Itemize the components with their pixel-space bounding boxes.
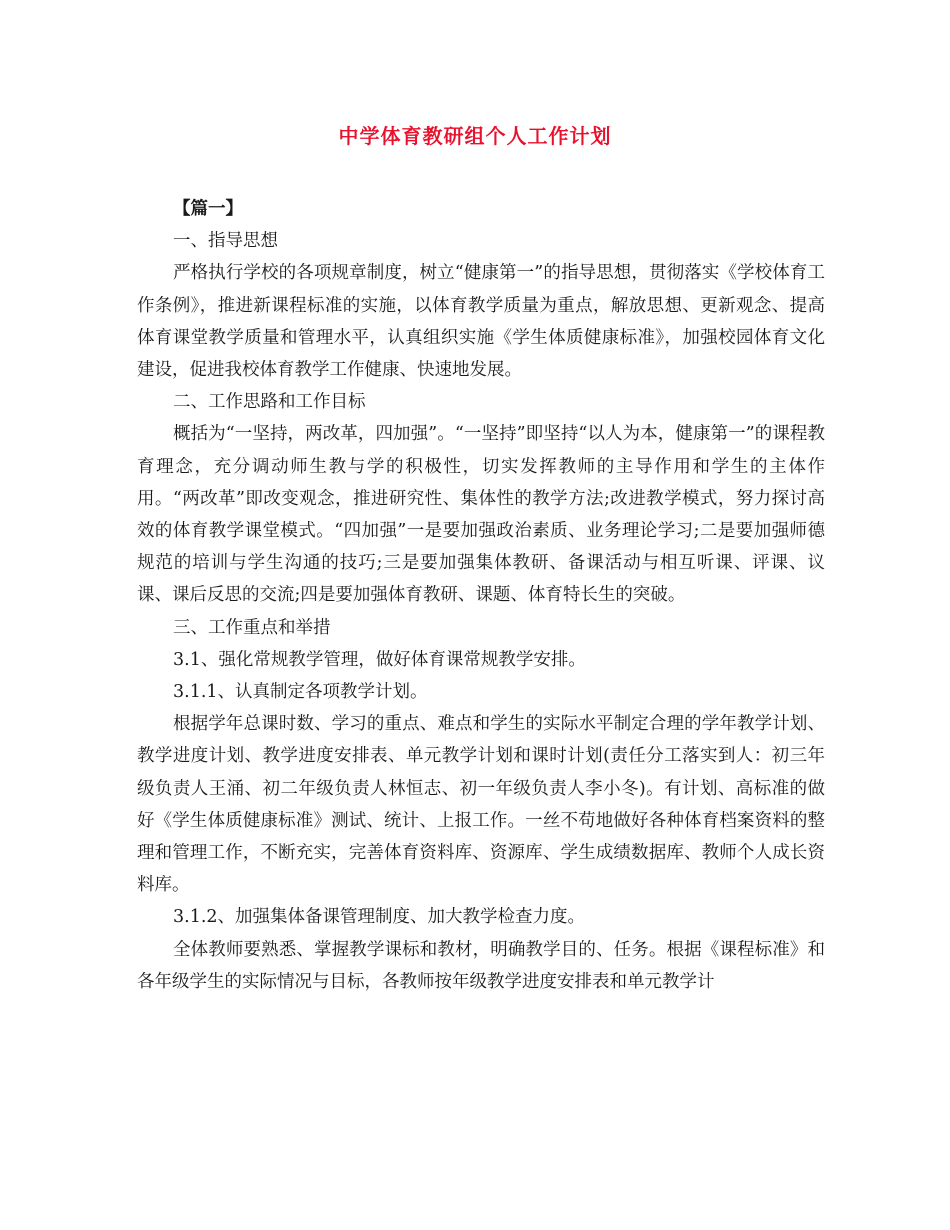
subheading-3-1-2: 3.1.2、加强集体备课管理制度、加大教学检查力度。	[173, 907, 586, 928]
paragraph-guiding-ideology: 严格执行学校的各项规章制度，树立“健康第一”的指导思想，贯彻落实《学校体育工作条例》，推进新课程标准的实施，以体育教学质量为重点，解放思想、更新观念、提高体育课堂教学质量和管理水平，认真组织实施《学生体质健康标准》，加强校园体育文化建设，促进我校体育教学工作健康、快速地发展。	[137, 263, 825, 381]
document-body	[137, 193, 825, 998]
subheading-3-1: 3.1、强化常规教学管理，做好体育课常规教学安排。	[173, 649, 586, 670]
heading-key-measures: 三、工作重点和举措	[173, 617, 331, 638]
paragraph-teaching-plans: 根据学年总课时数、学习的重点、难点和学生的实际水平制定合理的学年教学计划、教学进度计划、教学进度安排表、单元教学计划和课时计划(责任分工落实到人：初三年级负责人王涌、初二年级负责人林恒志、初一年级负责人李小冬)。有计划、高标准的做好《学生体质健康标准》测试、统计、上报工作。一丝不苟地做好各种体育档案资料的整理和管理工作，不断充实，完善体育资料库、资源库、学生成绩数据库、教师个人成长资料库。	[137, 714, 825, 896]
section-marker: 【篇一】	[173, 199, 243, 219]
heading-guiding-ideology: 一、指导思想	[173, 231, 278, 252]
heading-work-goals: 二、工作思路和工作目标	[173, 392, 366, 413]
document-title: 中学体育教研组个人工作计划	[338, 124, 612, 148]
paragraph-collective-prep: 全体教师要熟悉、掌握教学课标和教材，明确教学目的、任务。根据《课程标准》和各年级学生的实际情况与目标，各教师按年级教学进度安排表和单元教学计	[137, 939, 825, 992]
subheading-3-1-1: 3.1.1、认真制定各项教学计划。	[173, 682, 428, 703]
paragraph-work-goals: 概括为“一坚持，两改革，四加强”。“一坚持”即坚持“以人为本，健康第一”的课程教育理念，充分调动师生教与学的积极性，切实发挥教师的主导作用和学生的主体作用。“两改革”即改变观念，推进研究性、集体性的教学方法;改进教学模式，努力探讨高效的体育教学课堂模式。“四加强”一是要加强政治素质、业务理论学习;二是要加强师德规范的培训与学生沟通的技巧;三是要加强集体教研、备课活动与相互听课、评课、议课、课后反思的交流;四是要加强体育教研、课题、体育特长生的突破。	[137, 424, 825, 606]
